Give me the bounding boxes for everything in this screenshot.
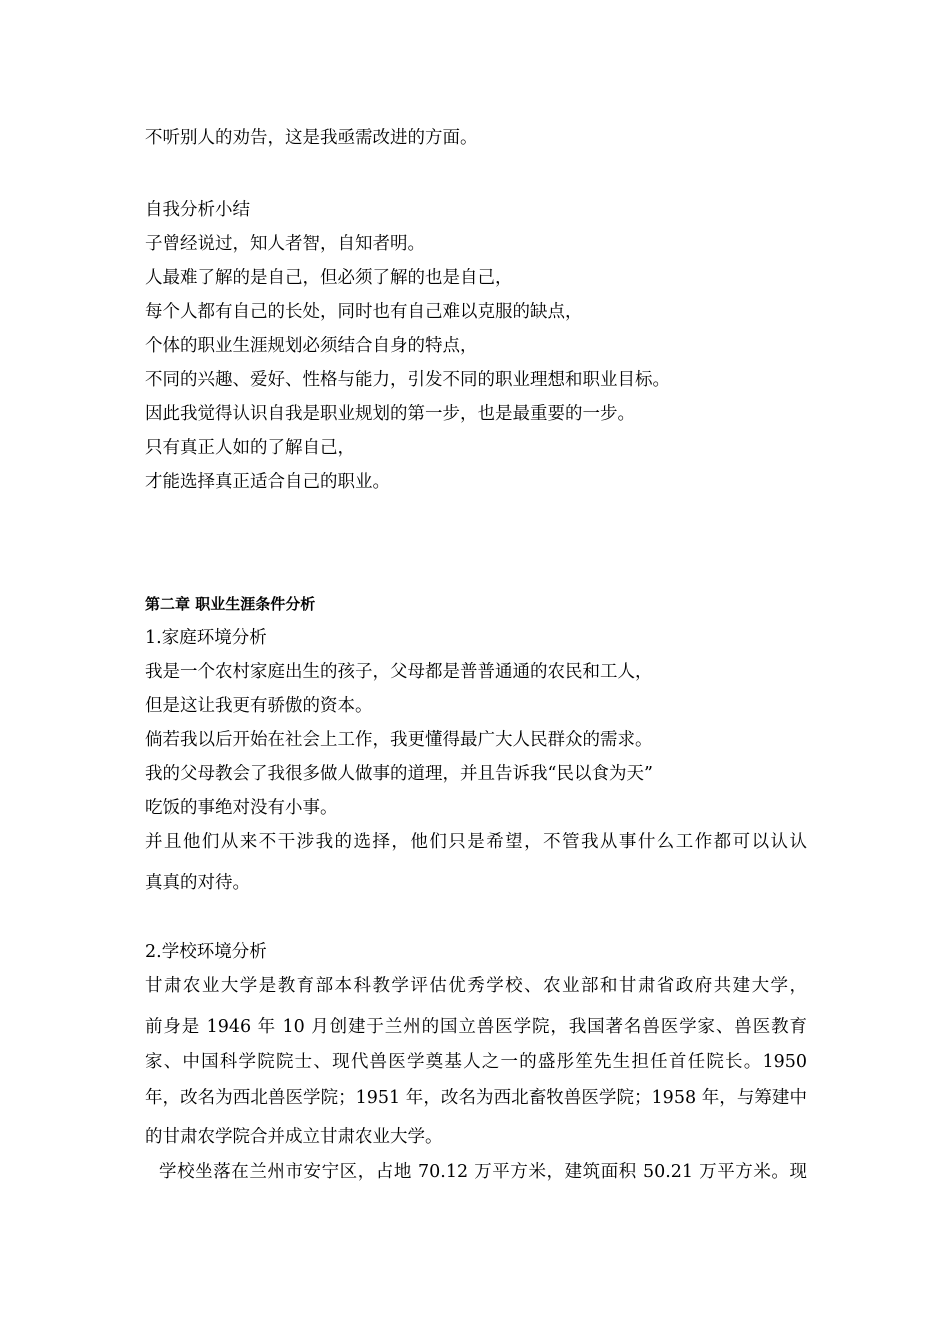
school-line: 前身是 1946 年 10 月创建于兰州的国立兽医学院，我国著名兽医学家、兽医教育: [145, 1017, 807, 1037]
intro-tail-line: 不听别人的劝告，这是我亟需改进的方面。: [145, 128, 478, 148]
family-line: 真真的对待。: [145, 873, 250, 893]
school-line: 家、中国科学院院士、现代兽医学奠基人之一的盛彤笙先生担任首任院长。1950: [145, 1052, 807, 1072]
school-line: 甘肃农业大学是教育部本科教学评估优秀学校、农业部和甘肃省政府共建大学，: [145, 976, 807, 996]
family-heading: 1.家庭环境分析: [145, 628, 267, 648]
summary-line: 只有真正人如的了解自己，: [145, 438, 355, 458]
family-line: 我是一个农村家庭出生的孩子，父母都是普普通通的农民和工人，: [145, 662, 653, 682]
family-line: 但是这让我更有骄傲的资本。: [145, 696, 373, 716]
family-line: 我的父母教会了我很多做人做事的道理，并且告诉我“民以食为天”: [145, 764, 653, 784]
summary-line: 因此我觉得认识自我是职业规划的第一步，也是最重要的一步。: [145, 404, 635, 424]
school-line: 学校坐落在兰州市安宁区，占地 70.12 万平方米，建筑面积 50.21 万平方米。现: [159, 1162, 807, 1182]
school-line: 年，改名为西北兽医学院；1951 年，改名为西北畜牧兽医学院；1958 年，与筹建中: [145, 1088, 807, 1108]
family-line: 倘若我以后开始在社会上工作，我更懂得最广大人民群众的需求。: [145, 730, 653, 750]
summary-line: 不同的兴趣、爱好、性格与能力，引发不同的职业理想和职业目标。: [145, 370, 670, 390]
summary-title: 自我分析小结: [145, 200, 250, 220]
school-line: 的甘肃农学院合并成立甘肃农业大学。: [145, 1127, 443, 1147]
summary-line: 个体的职业生涯规划必须结合自身的特点，: [145, 336, 478, 356]
family-line: 并且他们从来不干涉我的选择，他们只是希望，不管我从事什么工作都可以认认: [145, 832, 807, 852]
family-line: 吃饭的事绝对没有小事。: [145, 798, 338, 818]
chapter-title: 第二章 职业生涯条件分析: [145, 595, 316, 613]
summary-line: 每个人都有自己的长处，同时也有自己难以克服的缺点，: [145, 302, 583, 322]
summary-line: 子曾经说过，知人者智，自知者明。: [145, 234, 425, 254]
school-heading: 2.学校环境分析: [145, 942, 267, 962]
summary-line: 人最难了解的是自己，但必须了解的也是自己，: [145, 268, 513, 288]
summary-line: 才能选择真正适合自己的职业。: [145, 472, 390, 492]
